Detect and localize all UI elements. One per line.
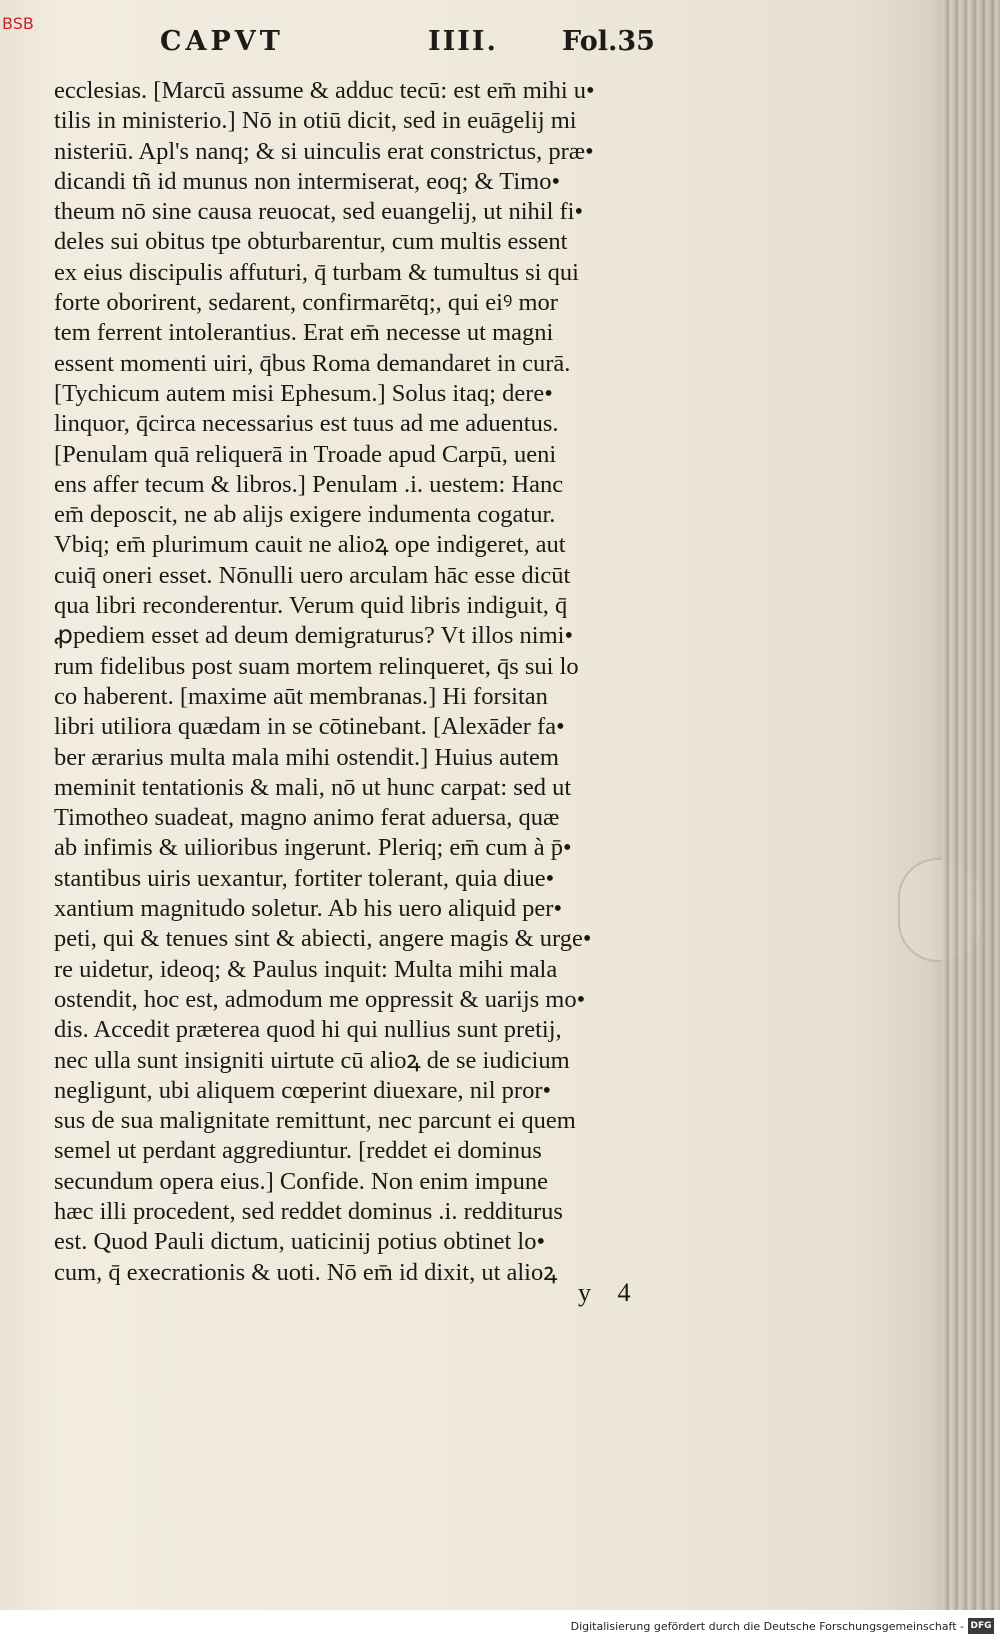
text-line: qua libri reconderentur. Verum quid libris indiguit, q̄	[54, 592, 568, 620]
text-line: peti, qui & tenues sint & abiecti, angere magis & urge•	[54, 925, 592, 953]
text-line: ab infimis & uilioribus ingerunt. Pleriq; em̄ cum à p̄•	[54, 834, 572, 862]
text-line: nec ulla sunt insigniti uirtute cū alioꝝ de se iudicium	[54, 1046, 570, 1074]
text-line: [Tychicum autem misi Ephesum.] Solus itaq; dere•	[54, 379, 553, 407]
footer-credit: Digitalisierung gefördert durch die Deutsche Forschungsgemeinschaft -	[570, 1620, 964, 1633]
text-line: theum nō sine causa reuocat, sed euangelij, ut nihil fi•	[54, 198, 584, 226]
text-line: tilis in ministerio.] Nō in otiū dicit, sed in euāgelij mi	[54, 107, 577, 135]
running-head-caput: CAPVT	[160, 26, 284, 57]
text-line: Vbiq; em̄ plurimum cauit ne alioꝝ ope indigeret, aut	[54, 531, 566, 559]
footer-bar	[0, 1610, 1000, 1644]
page-edges	[942, 0, 1000, 1610]
text-line: ecclesias. [Marcū assume & adduc tecū: est em̄ mihi u•	[54, 77, 595, 104]
text-line: em̄ deposcit, ne ab alijs exigere indumenta cogatur.	[54, 501, 556, 529]
text-line: nisteriū. Apl's nanq; & si uinculis erat constrictus, præ•	[54, 137, 594, 165]
dfg-logo: DFG	[968, 1618, 994, 1634]
signature-mark: y 4	[578, 1278, 641, 1307]
text-line: ens affer tecum & libros.] Penulam .i. uestem: Hanc	[54, 470, 564, 498]
text-line: linquor, q̄circa necessarius est tuus ad me aduentus.	[54, 410, 559, 438]
text-line: meminit tentationis & mali, nō ut hunc carpat: sed ut	[54, 773, 572, 801]
text-line: xantium magnitudo soletur. Ab his uero aliquid per•	[54, 895, 563, 923]
text-line: cum, q̄ execrationis & uoti. Nō em̄ id dixit, ut alioꝝ	[54, 1258, 558, 1286]
text-line: Timotheo suadeat, magno animo ferat aduersa, quæ	[54, 804, 560, 832]
text-line: sus de sua malignitate remittunt, nec parcunt ei quem	[54, 1107, 576, 1135]
text-line: semel ut perdant aggrediuntur. [reddet ei dominus	[54, 1137, 542, 1165]
text-line: dis. Accedit præterea quod hi qui nullius sunt pretij,	[54, 1016, 562, 1044]
text-line: hæc illi procedent, sed reddet dominus .i. redditurus	[54, 1197, 563, 1225]
text-line: ostendit, hoc est, admodum me oppressit & uarijs mo•	[54, 985, 586, 1013]
text-line: essent momenti uiri, q̄bus Roma demandaret in curā.	[54, 349, 571, 377]
text-line: est. Quod Pauli dictum, uaticinij potius obtinet lo•	[54, 1228, 546, 1256]
text-line: re uidetur, ideoq; & Paulus inquit: Multa mihi mala	[54, 955, 558, 983]
text-line: forte oborirent, sedarent, confirmarētq;, qui eiꝰ mor	[54, 289, 558, 317]
text-line: libri utiliora quædam in se cōtinebant. [Alexāder fa•	[54, 713, 565, 741]
text-line: ber ærarius multa mala mihi ostendit.] Huius autem	[54, 743, 559, 771]
running-head-folio: Fol.35	[562, 26, 655, 57]
text-line: stantibus uiris uexantur, fortiter tolerant, quia diue•	[54, 864, 555, 892]
running-head	[160, 26, 720, 70]
running-head-chapter: IIII.	[428, 26, 498, 57]
text-line: deles sui obitus tpe obturbarentur, cum multis essent	[54, 228, 568, 256]
text-line: dicandi tñ id munus non intermiserat, eoq; & Timo•	[54, 167, 561, 195]
text-line: rum fidelibus post suam mortem relinqueret, q̄s sui lo	[54, 652, 579, 680]
text-line: [Penulam quā reliquerā in Troade apud Carpū, ueni	[54, 440, 557, 468]
library-mark: BSB	[2, 14, 34, 33]
text-line: cuiq̄ oneri esset. Nōnulli uero arculam hāc esse dicūt	[54, 561, 571, 589]
text-line: negligunt, ubi aliquem cœperint diuexare, nil pror•	[54, 1076, 552, 1104]
text-line: tem ferrent intolerantius. Erat em̄ necesse ut magni	[54, 319, 554, 347]
body-text	[54, 76, 734, 1288]
text-line: ex eius discipulis affuturi, q̄ turbam & tumultus si qui	[54, 258, 579, 286]
text-line: ꝓpediem esset ad deum demigraturus? Vt illos nimi•	[54, 622, 574, 650]
text-line: co haberent. [maxime aūt membranas.] Hi forsitan	[54, 682, 548, 710]
text-line: secundum opera eius.] Confide. Non enim impune	[54, 1167, 548, 1195]
